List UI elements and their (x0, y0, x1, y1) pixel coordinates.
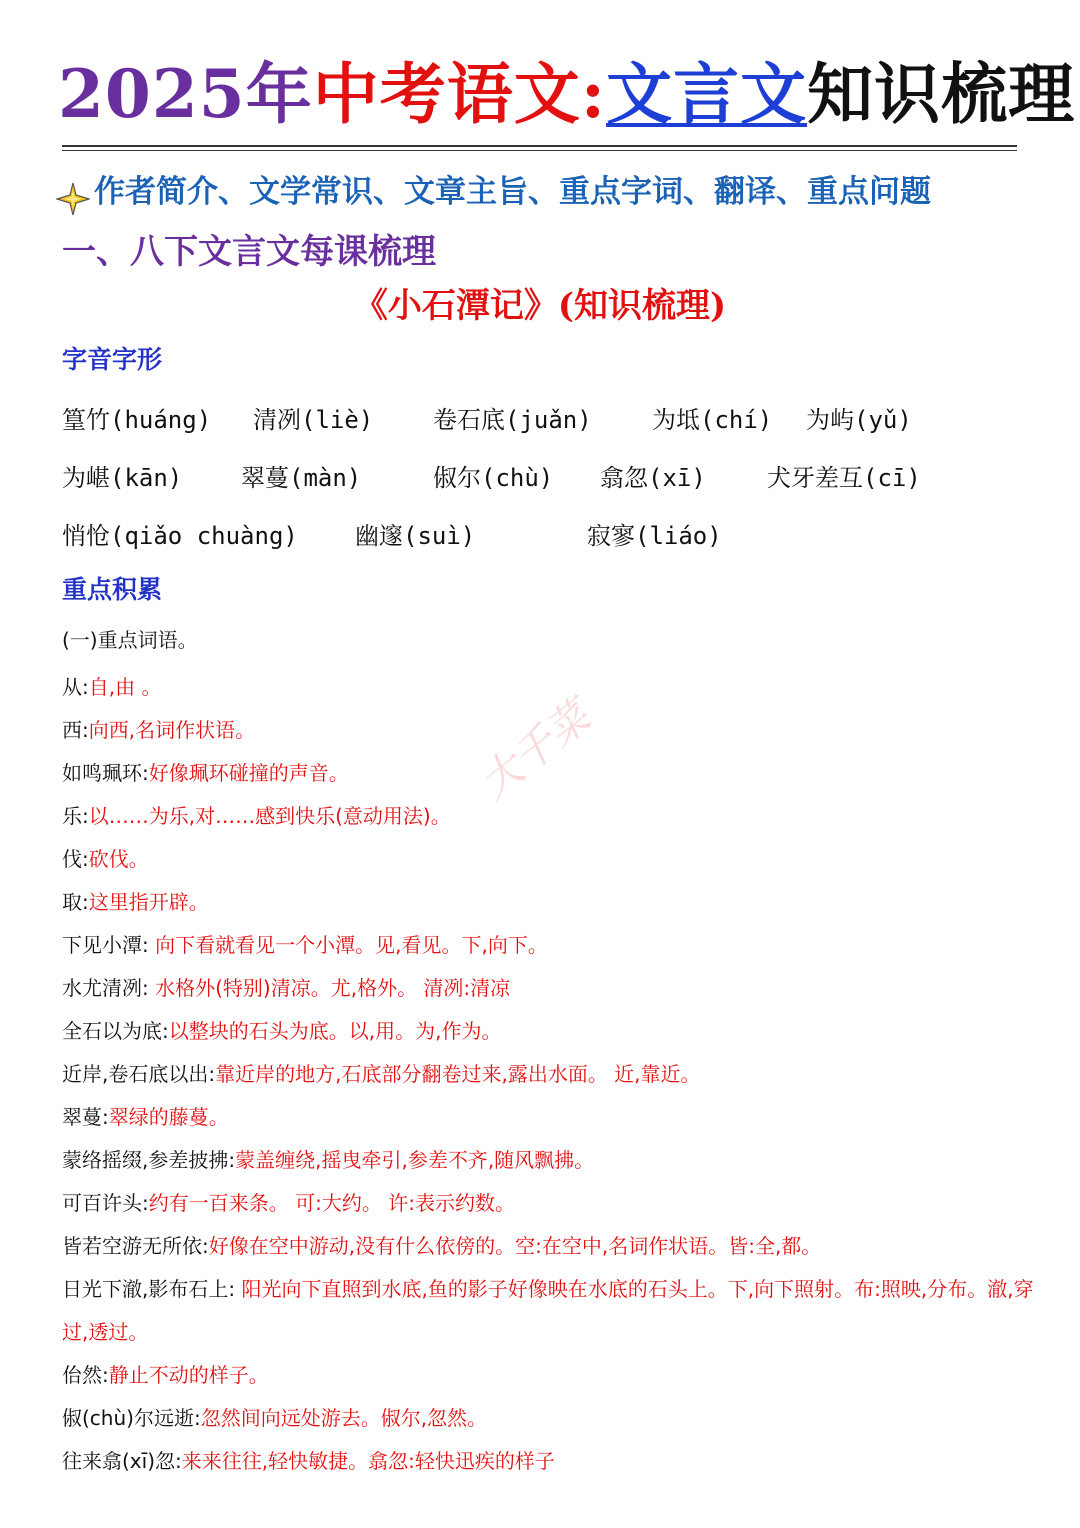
list-item: 佁然:静止不动的样子。 (62, 1363, 269, 1387)
list-item: 乐:以……为乐,对……感到快乐(意动用法)。 (62, 804, 451, 828)
lesson-title: 《小石潭记》(知识梳理) (353, 286, 727, 326)
subtitle: 作者简介、文学常识、文章主旨、重点字词、翻译、重点问题 (94, 174, 931, 210)
pron-item: 寂寥(liáo) (587, 522, 722, 550)
sparkle-star-icon (56, 182, 90, 216)
list-item: 西:向西,名词作状语。 (62, 718, 256, 742)
pronunciation-heading: 字音字形 (62, 345, 163, 374)
list-item: 日光下澈,影布石上: 阳光向下直照到水底,鱼的影子好像映在水底的石头上。下,向下照射。布:照映,分布。澈,穿过,透过。 (62, 1277, 1034, 1344)
list-item: 近岸,卷石底以出:靠近岸的地方,石底部分翻卷过来,露出水面。 近,靠近。 (62, 1062, 701, 1086)
pron-item: 卷石底(juǎn) (433, 406, 592, 434)
section-title: 一、八下文言文每课梳理 (62, 232, 436, 272)
pron-item: 篁竹(huáng) (62, 406, 212, 434)
pron-item: 俶尔(chù) (433, 464, 554, 492)
list-item: 俶(chù)尔远逝:忽然间向远处游去。俶尔,忽然。 (62, 1406, 488, 1430)
title-suffix: 知识梳理 (807, 55, 1076, 133)
list-item: 伐:砍伐。 (62, 847, 149, 871)
title-divider-top (62, 145, 1017, 147)
pron-item: 为屿(yǔ) (806, 406, 912, 434)
pron-item: 幽邃(suì) (355, 522, 476, 550)
vocab-list (62, 666, 1037, 1483)
list-item: 如鸣珮环:好像珮环碰撞的声音。 (62, 761, 349, 785)
list-item: 可百许头:约有一百来条。 可:大约。 许:表示约数。 (62, 1191, 515, 1215)
list-item: 往来翕(xī)忽:来来往往,轻快敏捷。翕忽:轻快迅疾的样子 (62, 1449, 555, 1473)
pron-item: 清冽(liè) (253, 406, 374, 434)
title-year: 2025年 (58, 55, 313, 133)
list-item: 水尤清冽: 水格外(特别)清凉。尤,格外。 清冽:清凉 (62, 976, 511, 1000)
accumulation-heading: 重点积累 (62, 575, 163, 604)
list-item: 蒙络摇缀,参差披拂:蒙盖缠绕,摇曳牵引,参差不齐,随风飘拂。 (62, 1148, 595, 1172)
pron-item: 翠蔓(màn) (241, 464, 362, 492)
title-topic: 文言文 (606, 55, 808, 133)
title-divider-bottom (62, 150, 1017, 151)
pron-item: 翕忽(xī) (600, 464, 706, 492)
pron-item: 为坻(chí) (652, 406, 773, 434)
pron-item: 悄怆(qiǎo chuàng) (62, 522, 298, 550)
list-item: 皆若空游无所依:好像在空中游动,没有什么依傍的。空:在空中,名词作状语。皆:全,都。 (62, 1234, 822, 1258)
list-item: 取:这里指开辟。 (62, 890, 209, 914)
vocab-subheading: (一)重点词语。 (62, 628, 198, 652)
list-item: 从:自,由 。 (62, 675, 162, 699)
watermark: 大千菜 (469, 691, 600, 809)
list-item: 翠蔓:翠绿的藤蔓。 (62, 1105, 229, 1129)
title-subject: 中考语文: (312, 55, 607, 133)
list-item: 全石以为底:以整块的石头为底。以,用。为,作为。 (62, 1019, 502, 1043)
pron-item: 为嵁(kān) (62, 464, 183, 492)
page-title (58, 55, 1076, 133)
list-item: 下见小潭: 向下看就看见一个小潭。见,看见。下,向下。 (62, 933, 548, 957)
pron-item: 犬牙差互(cī) (767, 464, 921, 492)
